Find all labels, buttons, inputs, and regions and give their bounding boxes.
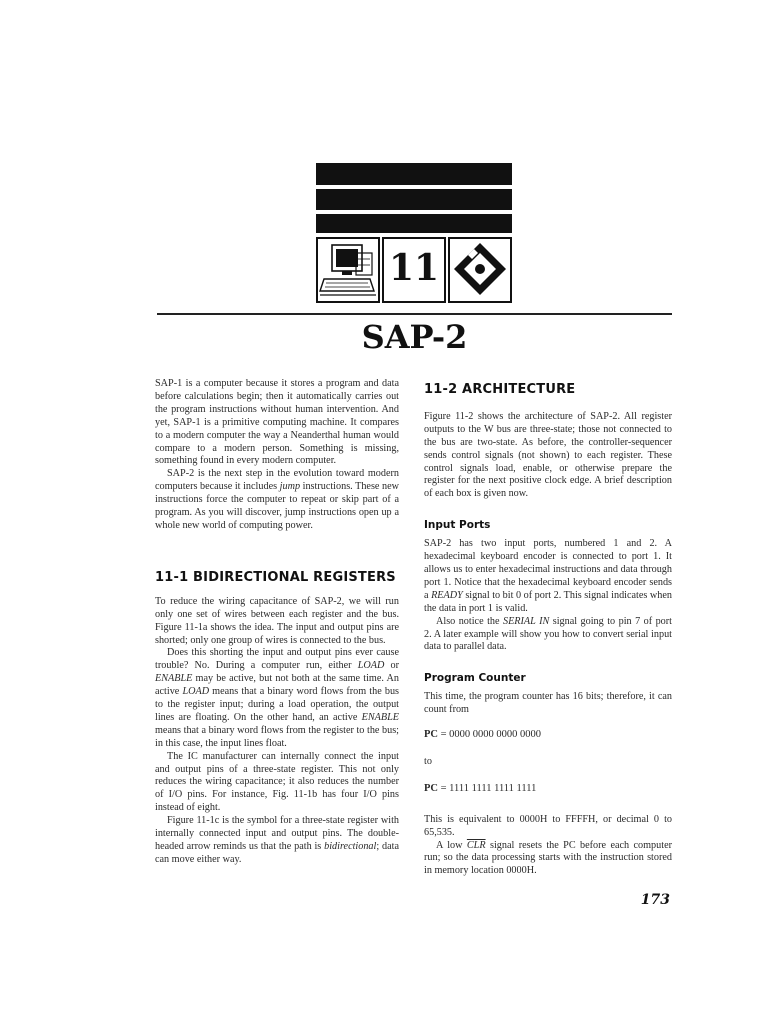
floppy-disk-box — [448, 237, 512, 303]
pc-equation-1: PC = 0000 0000 0000 0000 — [424, 729, 542, 741]
to-word: to — [424, 755, 432, 767]
chapter-number: 11 — [388, 247, 440, 289]
computer-terminal-icon — [318, 239, 378, 301]
chapter-header-bar-3 — [316, 214, 512, 233]
left-column — [155, 378, 399, 867]
s1-paragraph-1: To reduce the wiring capacitance of SAP-2, we will run only one set of wires between each register and the bus. Figure 11-1a shows the idea. The input and output pins are shorted; only one group of wires is connected to the bus. — [155, 595, 399, 646]
title-rule — [157, 313, 672, 315]
section-heading-11-2: 11-2 ARCHITECTURE — [424, 382, 576, 397]
s1-paragraph-3: The IC manufacturer can internally connect the input and output pins of a three-state register. This not only reduces the wiring capacitance; it also reduces the number of I/O pins. For instance, Fig. 11-1b has four I/O pins instead of eight. — [155, 750, 399, 814]
chapter-header-bar-2 — [316, 189, 512, 210]
s1-paragraph-2: Does this shorting the input and output pins ever cause trouble? No. During a computer run, either LOAD or ENABLE may be active, but not both at the same time. An active LOAD means that a binary word flows from the bus to the register input; during a load operation, the output lines are floating. On the other hand, an active ENABLE means that a binary word flows from the register to the bus; in this case, the input lines float. — [155, 647, 399, 749]
right-column — [424, 384, 672, 878]
chapter-number-box — [382, 237, 446, 303]
program-counter-heading: Program Counter — [424, 672, 526, 685]
page-number: 173 — [640, 892, 670, 908]
chapter-icon-row — [316, 237, 512, 305]
pc-equation-2: PC = 1111 1111 1111 1111 — [424, 782, 537, 794]
computer-terminal-box — [316, 237, 380, 303]
floppy-disk-icon — [450, 239, 510, 301]
s2-paragraph-1: Figure 11-2 shows the architecture of SAP-2. All register outputs to the W bus are three-state; those not connected to the bus are two-state. As before, the controller-sequencer sends control signals (not shown) to each register. These control signals load, enable, or otherwise prepare the register for the next positive clock edge. A brief description of each box is given now. — [424, 410, 672, 500]
pc-paragraph-1: This time, the program counter has 16 bits; therefore, it can count from — [424, 691, 672, 716]
chapter-header-bar-1 — [316, 163, 512, 185]
input-ports-heading: Input Ports — [424, 519, 491, 532]
intro-paragraph-2: SAP-2 is the next step in the evolution toward modern computers because it includes jump instructions. These new instructions force the computer to repeat or skip part of a program. As you will discover, jump instructions open up a whole new world of computing power. — [155, 468, 399, 531]
pc-paragraph-2: This is equivalent to 0000H to FFFFH, or decimal 0 to 65,535. — [424, 813, 672, 838]
intro-paragraph-1: SAP-1 is a computer because it stores a program and data before calculations begin; then it automatically carries out the program instructions without human intervention. And yet, SAP-1 is a primitive computing machine. It compares to a modern computer the way a Neanderthal human would compare to a modern person. Something is missing, something found in every modern computer. — [155, 378, 399, 467]
pc-paragraph-3: A low $\overline{CLR}$ signal resets the PC before each computer run; so the data processing starts with the instruction stored in memory location 0000H. — [424, 839, 672, 877]
section-heading-11-1: 11-1 BIDIRECTIONAL REGISTERS — [155, 569, 396, 585]
chapter-title: SAP-2 — [361, 318, 468, 356]
s1-paragraph-4: Figure 11-1c is the symbol for a three-state register with internally connected input and output pins. The double-headed arrow reminds us that the path is bidirectional; data can move either way. — [155, 815, 399, 865]
input-ports-paragraph-2: Also notice the SERIAL IN signal going to pin 7 of port 2. A later example will show you how to convert serial input data to parallel data. — [424, 615, 672, 653]
input-ports-paragraph-1: SAP-2 has two input ports, numbered 1 and 2. A hexadecimal keyboard encoder is connected to port 1. It allows us to enter hexadecimal instructions and data through port 1. Notice that the hexadecimal keyboard encoder sends a READY signal to bit 0 of port 2. This signal indicates when the data in port 1 is valid. — [424, 538, 672, 614]
